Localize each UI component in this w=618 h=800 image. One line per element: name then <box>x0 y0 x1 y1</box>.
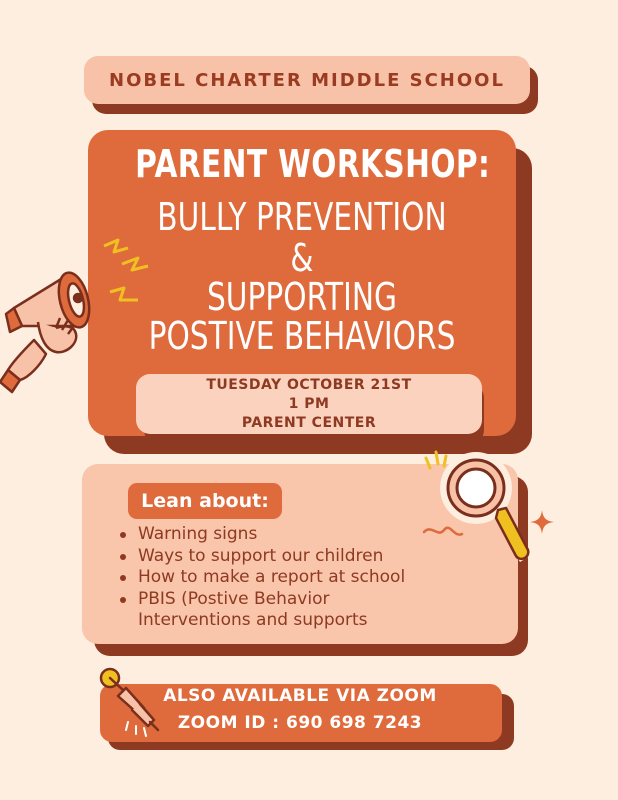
list-item: Ways to support our children <box>118 546 405 568</box>
topic-line-2: & <box>290 236 314 280</box>
megaphone-icon <box>0 230 140 400</box>
list-item: How to make a report at school <box>118 567 405 589</box>
topic-line-1: BULLY PREVENTION <box>157 195 447 239</box>
sparkle-icon <box>530 510 554 534</box>
event-details <box>136 374 482 434</box>
workshop-heading: PARENT WORKSHOP: <box>135 142 491 186</box>
learn-heading-badge <box>128 483 282 519</box>
list-item: Warning signs <box>118 524 405 546</box>
event-location: PARENT CENTER <box>241 414 377 431</box>
school-banner <box>84 56 530 104</box>
push-pin-icon <box>96 662 166 742</box>
learn-list <box>118 524 405 632</box>
zoom-availability: ALSO AVAILABLE VIA ZOOM <box>163 686 437 706</box>
list-item-continuation: Interventions and supports <box>138 610 368 630</box>
learn-heading: Lean about: <box>141 490 269 512</box>
school-name: NOBEL CHARTER MIDDLE SCHOOL <box>109 69 505 91</box>
topic-line-4: POSTIVE BEHAVIORS <box>148 314 456 358</box>
topic-line-3: SUPPORTING <box>206 275 398 319</box>
list-item: PBIS (Postive Behavior <box>118 589 405 611</box>
event-date: TUESDAY OCTOBER 21ST <box>206 376 412 393</box>
event-time: 1 PM <box>288 395 330 412</box>
zoom-id: ZOOM ID : 690 698 7243 <box>177 713 423 733</box>
